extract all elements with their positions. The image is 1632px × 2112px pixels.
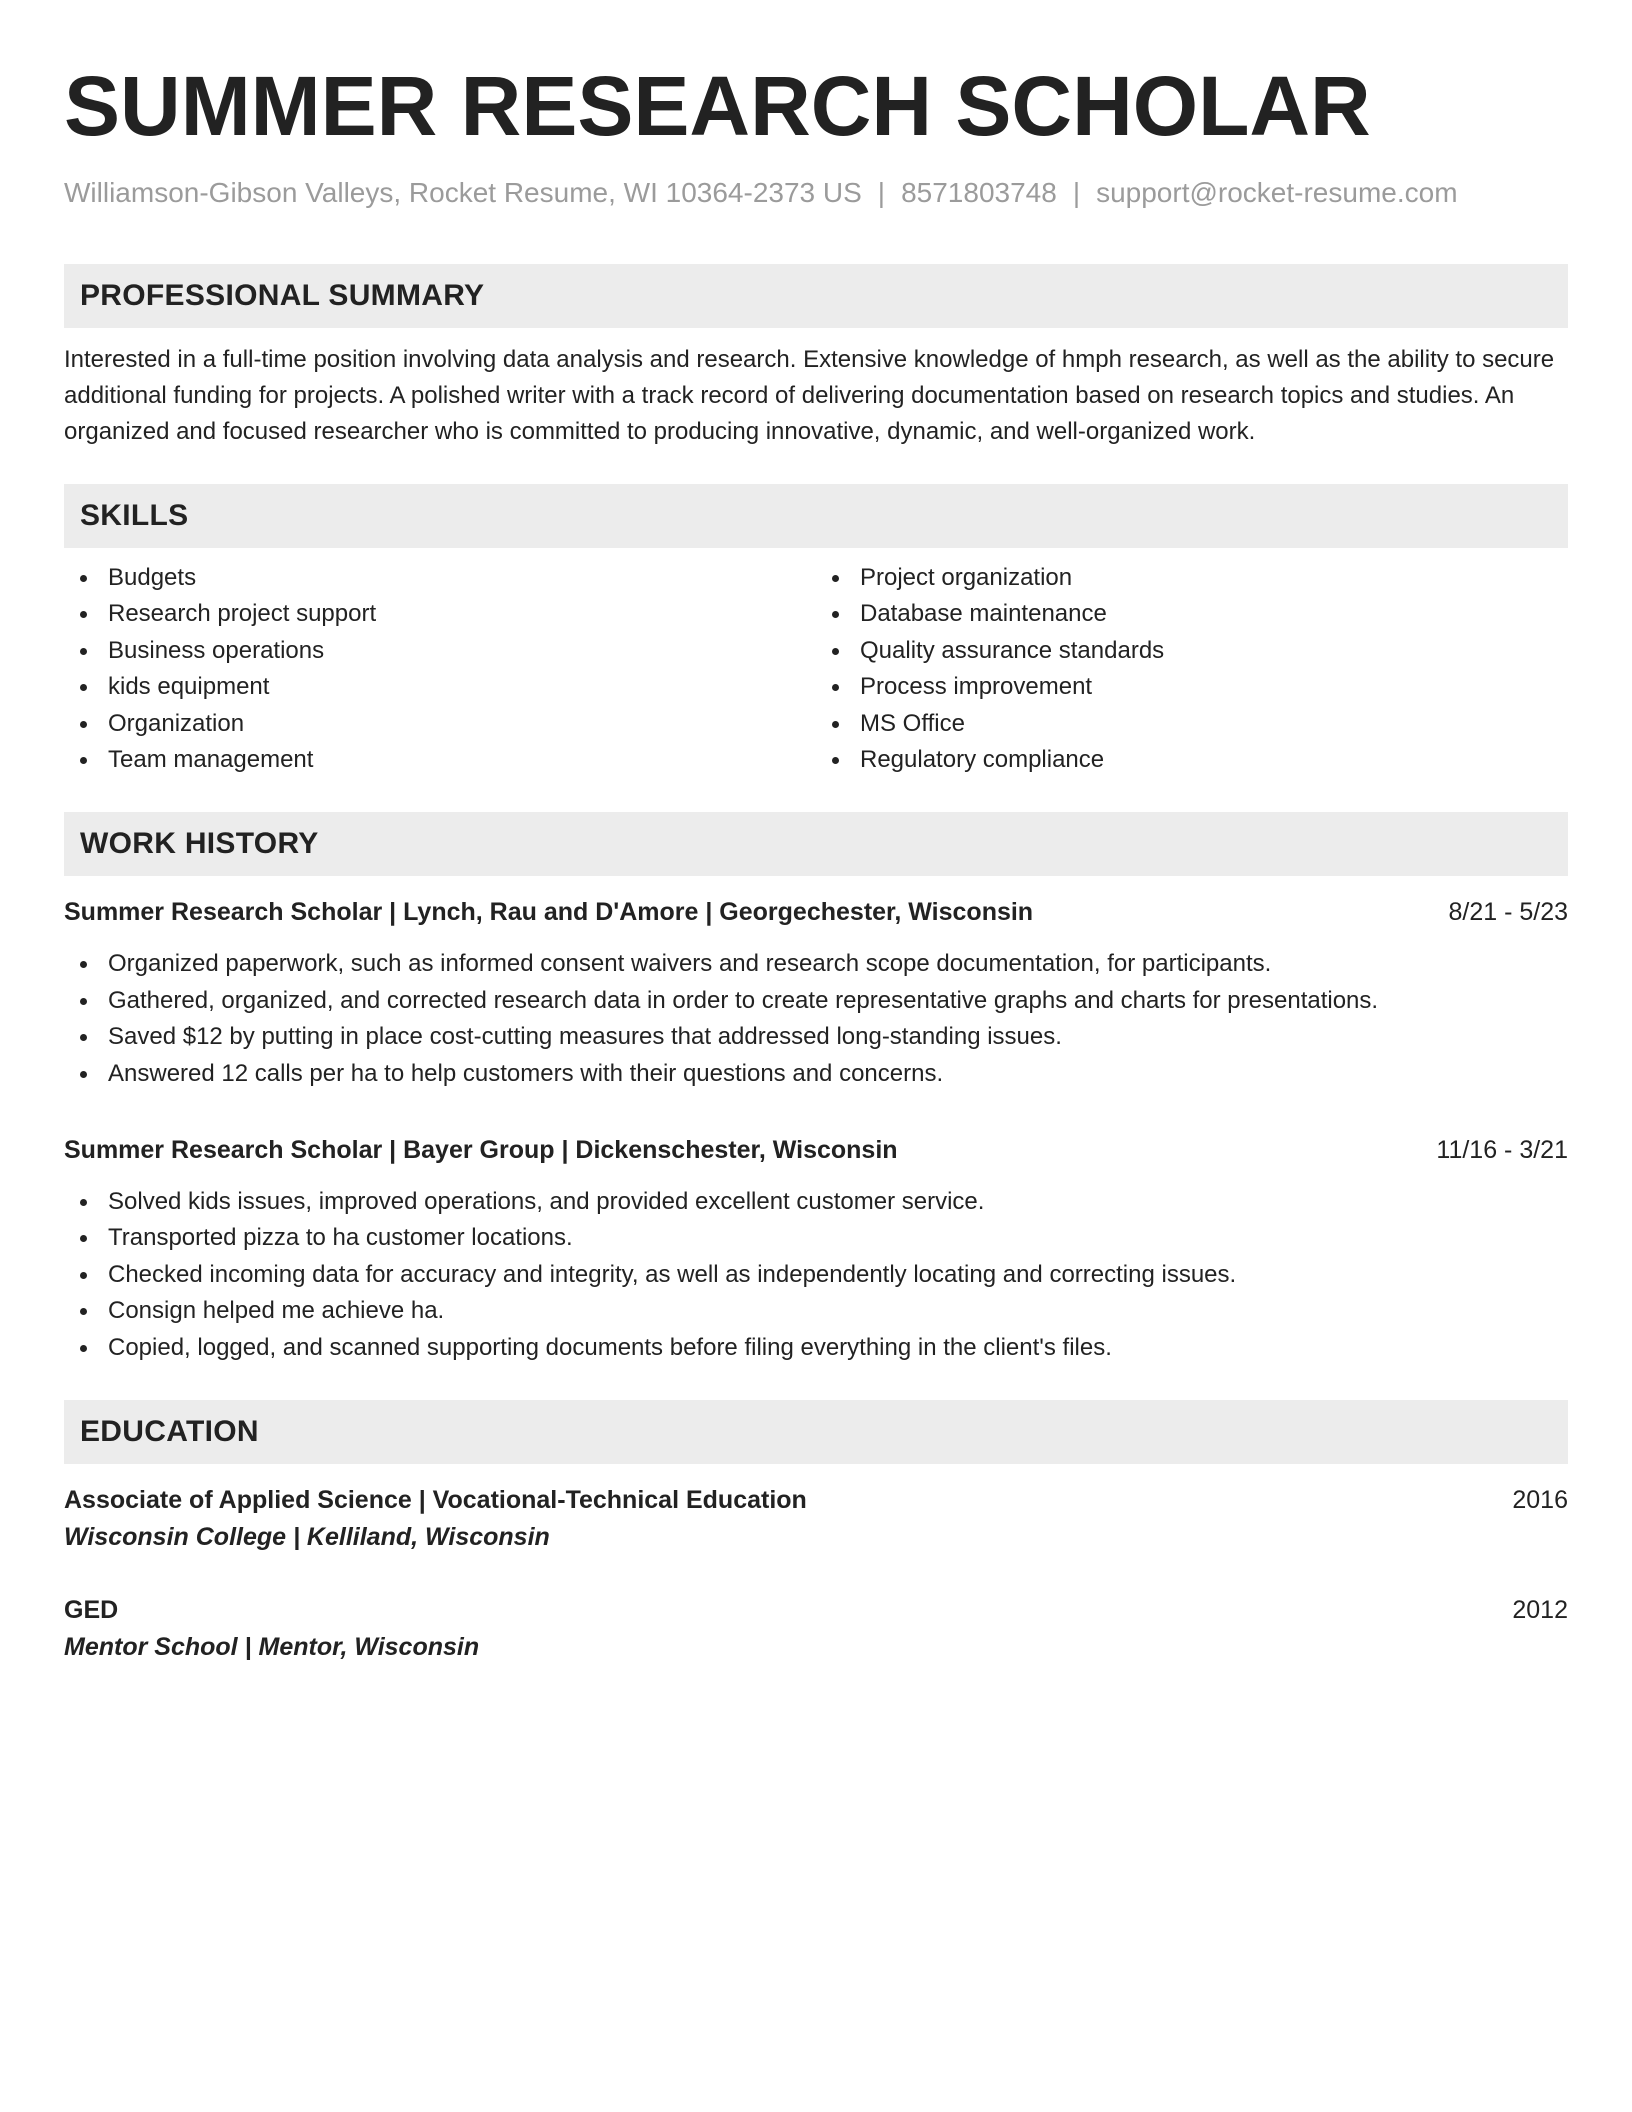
bullet-dot bbox=[832, 684, 839, 691]
bullet-dot bbox=[80, 684, 87, 691]
bullet-dot bbox=[80, 1034, 87, 1041]
job-bullet-text: Copied, logged, and scanned supporting documents before filing everything in the client's files. bbox=[108, 1333, 1112, 1361]
job-entry bbox=[64, 1132, 1568, 1366]
skill-item bbox=[64, 633, 816, 669]
bullet-dot bbox=[832, 611, 839, 618]
skill-item bbox=[816, 560, 1568, 596]
skill-label: Quality assurance standards bbox=[860, 636, 1165, 664]
job-title: Summer Research Scholar | Lynch, Rau and D'Amore | Georgechester, Wisconsin bbox=[64, 898, 1034, 927]
bullet-dot bbox=[80, 1345, 87, 1352]
skill-label: Process improvement bbox=[860, 673, 1093, 701]
job-bullet bbox=[64, 983, 1568, 1019]
skill-label: Budgets bbox=[108, 564, 197, 591]
job-bullet bbox=[64, 1293, 1568, 1329]
job-bullet bbox=[64, 1330, 1568, 1366]
summary-heading: PROFESSIONAL SUMMARY bbox=[64, 264, 1568, 328]
candidate-name: SUMMER RESEARCH SCHOLAR bbox=[64, 59, 1371, 153]
job-entry bbox=[64, 894, 1568, 1092]
bullet-dot bbox=[80, 611, 87, 618]
skill-item bbox=[816, 742, 1568, 778]
skill-label: Research project support bbox=[108, 600, 377, 628]
skill-item bbox=[64, 669, 816, 705]
education-degree: GED bbox=[64, 1596, 119, 1625]
job-bullets bbox=[64, 1184, 1568, 1366]
contact-line bbox=[64, 176, 1568, 210]
education-header bbox=[64, 1592, 1568, 1628]
skill-label: MS Office bbox=[860, 709, 965, 737]
education-school: Wisconsin College | Kelliland, Wisconsin bbox=[64, 1523, 550, 1552]
skill-label: Organization bbox=[108, 709, 245, 737]
bullet-dot bbox=[80, 1199, 87, 1206]
job-header bbox=[64, 894, 1568, 930]
education-header bbox=[64, 1482, 1568, 1518]
skill-label: Team management bbox=[108, 746, 314, 774]
contact-separator: | bbox=[1072, 177, 1081, 208]
skills-column-right bbox=[816, 560, 1568, 778]
job-bullets bbox=[64, 946, 1568, 1092]
job-bullet-text: Saved $12 by putting in place cost-cutting measures that addressed long-standing issues. bbox=[108, 1023, 1062, 1051]
skill-label: Regulatory compliance bbox=[860, 746, 1105, 774]
bullet-dot bbox=[80, 961, 87, 968]
bullet-dot bbox=[80, 1308, 87, 1315]
contact-address: Williamson-Gibson Valleys, Rocket Resume, WI 10364-2373 US bbox=[64, 177, 862, 208]
job-bullet-text: Consign helped me achieve ha. bbox=[108, 1297, 445, 1325]
skill-item bbox=[64, 742, 816, 778]
skills-grid bbox=[64, 560, 1568, 778]
job-dates: 11/16 - 3/21 bbox=[1436, 1136, 1568, 1165]
education-entry bbox=[64, 1592, 1568, 1666]
skill-item bbox=[816, 706, 1568, 742]
skill-item bbox=[64, 596, 816, 632]
job-bullet-text: Solved kids issues, improved operations, and provided excellent customer service. bbox=[108, 1188, 985, 1216]
summary-section bbox=[64, 264, 1568, 450]
job-bullet bbox=[64, 1220, 1568, 1256]
skills-column-left bbox=[64, 560, 816, 778]
bullet-dot bbox=[832, 648, 839, 655]
bullet-dot bbox=[80, 1235, 87, 1242]
education-section bbox=[64, 1400, 1568, 1666]
job-dates: 8/21 - 5/23 bbox=[1448, 898, 1568, 927]
job-bullet-text: Organized paperwork, such as informed consent waivers and research scope documentation, for participants. bbox=[108, 950, 1272, 978]
skill-label: Business operations bbox=[108, 636, 325, 664]
skill-label: kids equipment bbox=[108, 673, 270, 701]
bullet-dot bbox=[80, 1272, 87, 1279]
bullet-dot bbox=[80, 575, 87, 582]
education-school: Mentor School | Mentor, Wisconsin bbox=[64, 1633, 480, 1662]
education-degree: Associate of Applied Science | Vocational-Technical Education bbox=[64, 1486, 807, 1515]
skills-heading: SKILLS bbox=[64, 484, 1568, 548]
contact-separator: | bbox=[877, 177, 886, 208]
skill-label: Project organization bbox=[860, 564, 1073, 591]
skill-item bbox=[64, 706, 816, 742]
job-bullet bbox=[64, 1019, 1568, 1055]
skills-section bbox=[64, 484, 1568, 778]
contact-email: support@rocket-resume.com bbox=[1096, 177, 1458, 208]
education-year: 2012 bbox=[1512, 1596, 1568, 1625]
bullet-dot bbox=[80, 1071, 87, 1078]
education-year: 2016 bbox=[1512, 1486, 1568, 1515]
bullet-dot bbox=[80, 648, 87, 655]
skill-item bbox=[816, 596, 1568, 632]
job-title: Summer Research Scholar | Bayer Group | Dickenschester, Wisconsin bbox=[64, 1136, 898, 1165]
education-heading: EDUCATION bbox=[64, 1400, 1568, 1464]
job-bullet bbox=[64, 1257, 1568, 1293]
skill-label: Database maintenance bbox=[860, 600, 1107, 628]
job-header bbox=[64, 1132, 1568, 1168]
summary-text: Interested in a full-time position involving data analysis and research. Extensive knowledge of hmph research, as well as the ability to secure additional funding for projects. A polished writer with a track record of delivering documentation based on research topics and studies. An organized and focused researcher who is committed to producing innovative, dynamic, and well-organized work. bbox=[64, 346, 1555, 445]
bullet-dot bbox=[80, 757, 87, 764]
bullet-dot bbox=[832, 575, 839, 582]
job-bullet bbox=[64, 946, 1568, 982]
job-bullet-text: Answered 12 calls per ha to help customers with their questions and concerns. bbox=[108, 1059, 944, 1087]
job-bullet-text: Transported pizza to ha customer locations. bbox=[108, 1224, 573, 1252]
work-section bbox=[64, 812, 1568, 1366]
bullet-dot bbox=[80, 998, 87, 1005]
bullet-dot bbox=[832, 721, 839, 728]
job-bullet bbox=[64, 1184, 1568, 1220]
job-bullet bbox=[64, 1056, 1568, 1092]
skill-item bbox=[816, 669, 1568, 705]
skill-item bbox=[816, 633, 1568, 669]
job-bullet-text: Gathered, organized, and corrected research data in order to create representative graphs and charts for presentations. bbox=[108, 986, 1379, 1014]
job-bullet-text: Checked incoming data for accuracy and integrity, as well as independently locating and correcting issues. bbox=[108, 1260, 1237, 1288]
bullet-dot bbox=[832, 757, 839, 764]
bullet-dot bbox=[80, 721, 87, 728]
work-heading: WORK HISTORY bbox=[64, 812, 1568, 876]
education-entry bbox=[64, 1482, 1568, 1556]
skill-item bbox=[64, 560, 816, 596]
contact-phone: 8571803748 bbox=[901, 177, 1057, 208]
